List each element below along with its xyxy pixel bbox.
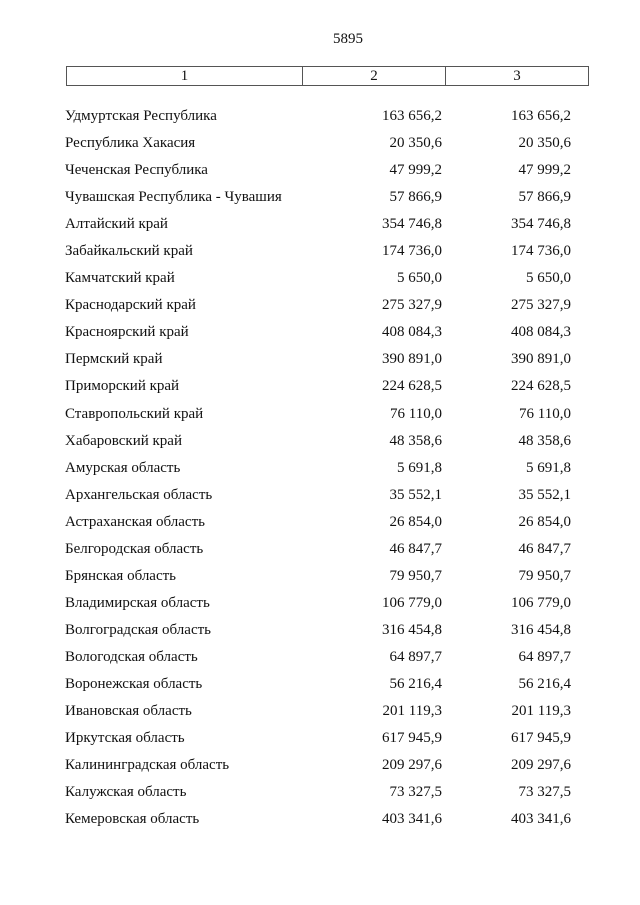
column-2-value: 57 866,9 [389, 189, 442, 206]
column-2-value: 174 736,0 [382, 243, 442, 260]
column-2-value: 354 746,8 [382, 216, 442, 233]
column-3-value: 390 891,0 [511, 351, 571, 368]
column-2-value: 26 854,0 [389, 513, 442, 530]
column-3-value: 35 552,1 [518, 486, 571, 503]
region-name: Калужская область [65, 784, 187, 801]
column-3-value: 201 119,3 [511, 703, 571, 720]
region-name: Хабаровский край [65, 432, 182, 449]
table-row [0, 292, 640, 319]
region-name: Архангельская область [65, 486, 213, 503]
column-3-value: 79 950,7 [518, 567, 571, 584]
column-2-value: 106 779,0 [382, 594, 442, 611]
table-row [0, 428, 640, 455]
column-3-value: 403 341,6 [511, 811, 571, 828]
table-row [0, 211, 640, 238]
column-3-value: 76 110,0 [519, 405, 571, 422]
region-name: Вологодская область [65, 648, 198, 665]
column-2-value: 76 110,0 [390, 405, 442, 422]
region-name: Удмуртская Республика [65, 108, 217, 124]
column-3-value: 224 628,5 [511, 378, 571, 395]
column-3-value: 354 746,8 [511, 216, 571, 233]
region-name: Воронежская область [65, 675, 203, 692]
column-2-value: 79 950,7 [389, 567, 442, 584]
region-name: Камчатский край [65, 270, 175, 287]
region-name: Чеченская Республика [65, 162, 208, 179]
region-name: Брянская область [65, 567, 177, 584]
column-2-value: 20 350,6 [389, 135, 442, 152]
column-3-value: 46 847,7 [518, 540, 571, 557]
column-3-value: 106 779,0 [511, 594, 571, 611]
column-2-value: 64 897,7 [389, 648, 442, 665]
region-name: Забайкальский край [65, 243, 193, 260]
table-row [0, 806, 640, 833]
region-name: Приморский край [65, 378, 180, 395]
region-name: Ставропольский край [65, 405, 204, 422]
table-row [0, 265, 640, 292]
region-name: Краснодарский край [65, 297, 196, 314]
table-row [0, 617, 640, 644]
column-header-3: 3 [513, 67, 521, 84]
column-header-2: 2 [303, 67, 446, 85]
column-2-value: 73 327,5 [389, 784, 442, 801]
column-2-value: 5 691,8 [397, 459, 442, 476]
region-name: Пермский край [65, 351, 163, 368]
table-row [0, 536, 640, 563]
region-name: Ивановская область [65, 703, 192, 720]
column-2-value: 316 454,8 [382, 621, 442, 638]
column-3-value: 56 216,4 [518, 675, 571, 692]
column-header-1: 1 [67, 67, 303, 85]
table-row [0, 455, 640, 482]
column-3-value: 47 999,2 [518, 162, 571, 179]
column-3-value: 174 736,0 [511, 243, 571, 260]
region-name: Астраханская область [65, 513, 205, 530]
column-2-value: 46 847,7 [389, 540, 442, 557]
column-2-value: 35 552,1 [389, 486, 442, 503]
region-name: Красноярский край [65, 324, 189, 341]
table-row [0, 509, 640, 536]
column-3-value: 57 866,9 [518, 189, 571, 206]
column-3-value: 26 854,0 [518, 513, 571, 530]
region-name: Кемеровская область [65, 811, 200, 828]
column-3-value: 73 327,5 [518, 784, 571, 801]
table-row [0, 698, 640, 725]
column-2-value: 617 945,9 [382, 730, 442, 747]
column-2-value: 209 297,6 [382, 757, 442, 774]
table-row [0, 671, 640, 698]
column-2-value: 56 216,4 [389, 675, 442, 692]
region-name: Белгородская область [65, 540, 204, 557]
column-3-value: 20 350,6 [518, 135, 571, 152]
column-3-value: 48 358,6 [518, 432, 571, 449]
region-name: Чувашская Республика - Чувашия [65, 189, 282, 206]
table-row [0, 373, 640, 400]
table-row [0, 563, 640, 590]
region-name: Амурская область [65, 459, 181, 476]
region-name: Волгоградская область [65, 621, 211, 638]
column-2-value: 48 358,6 [389, 432, 442, 449]
column-3-value: 64 897,7 [518, 648, 571, 665]
table-row [0, 157, 640, 184]
table-row [0, 346, 640, 373]
table-row [0, 644, 640, 671]
column-2-value: 5 650,0 [397, 270, 442, 287]
region-name: Алтайский край [65, 216, 168, 233]
column-2-value: 224 628,5 [382, 378, 442, 395]
region-name: Владимирская область [65, 594, 210, 611]
column-3-value: 209 297,6 [511, 757, 571, 774]
table-row [0, 319, 640, 346]
column-2-value: 201 119,3 [382, 703, 442, 720]
table-row [0, 590, 640, 617]
column-2-value: 403 341,6 [382, 811, 442, 828]
table-row [0, 238, 640, 265]
table-body [0, 103, 640, 833]
table-row [0, 401, 640, 428]
column-3-value: 408 084,3 [511, 324, 571, 341]
column-3-value: 5 650,0 [526, 270, 571, 287]
region-name: Иркутская область [65, 730, 185, 747]
table-row [0, 103, 640, 130]
region-name: Калининградская область [65, 757, 230, 774]
column-3-value: 316 454,8 [511, 621, 571, 638]
table-row [0, 725, 640, 752]
table-column-header [66, 66, 589, 86]
table-row [0, 184, 640, 211]
table-row [0, 779, 640, 806]
column-2-value: 275 327,9 [382, 297, 442, 314]
table-row [0, 130, 640, 157]
column-2-value: 163 656,2 [382, 108, 442, 124]
table-row [0, 752, 640, 779]
column-3-value: 617 945,9 [511, 730, 571, 747]
column-2-value: 47 999,2 [389, 162, 442, 179]
column-2-value: 408 084,3 [382, 324, 442, 341]
page-number: 5895 [333, 31, 363, 47]
table-row [0, 482, 640, 509]
region-name: Республика Хакасия [65, 135, 196, 152]
column-3-value: 5 691,8 [526, 459, 571, 476]
column-3-value: 275 327,9 [511, 297, 571, 314]
column-2-value: 390 891,0 [382, 351, 442, 368]
column-3-value: 163 656,2 [511, 108, 571, 124]
